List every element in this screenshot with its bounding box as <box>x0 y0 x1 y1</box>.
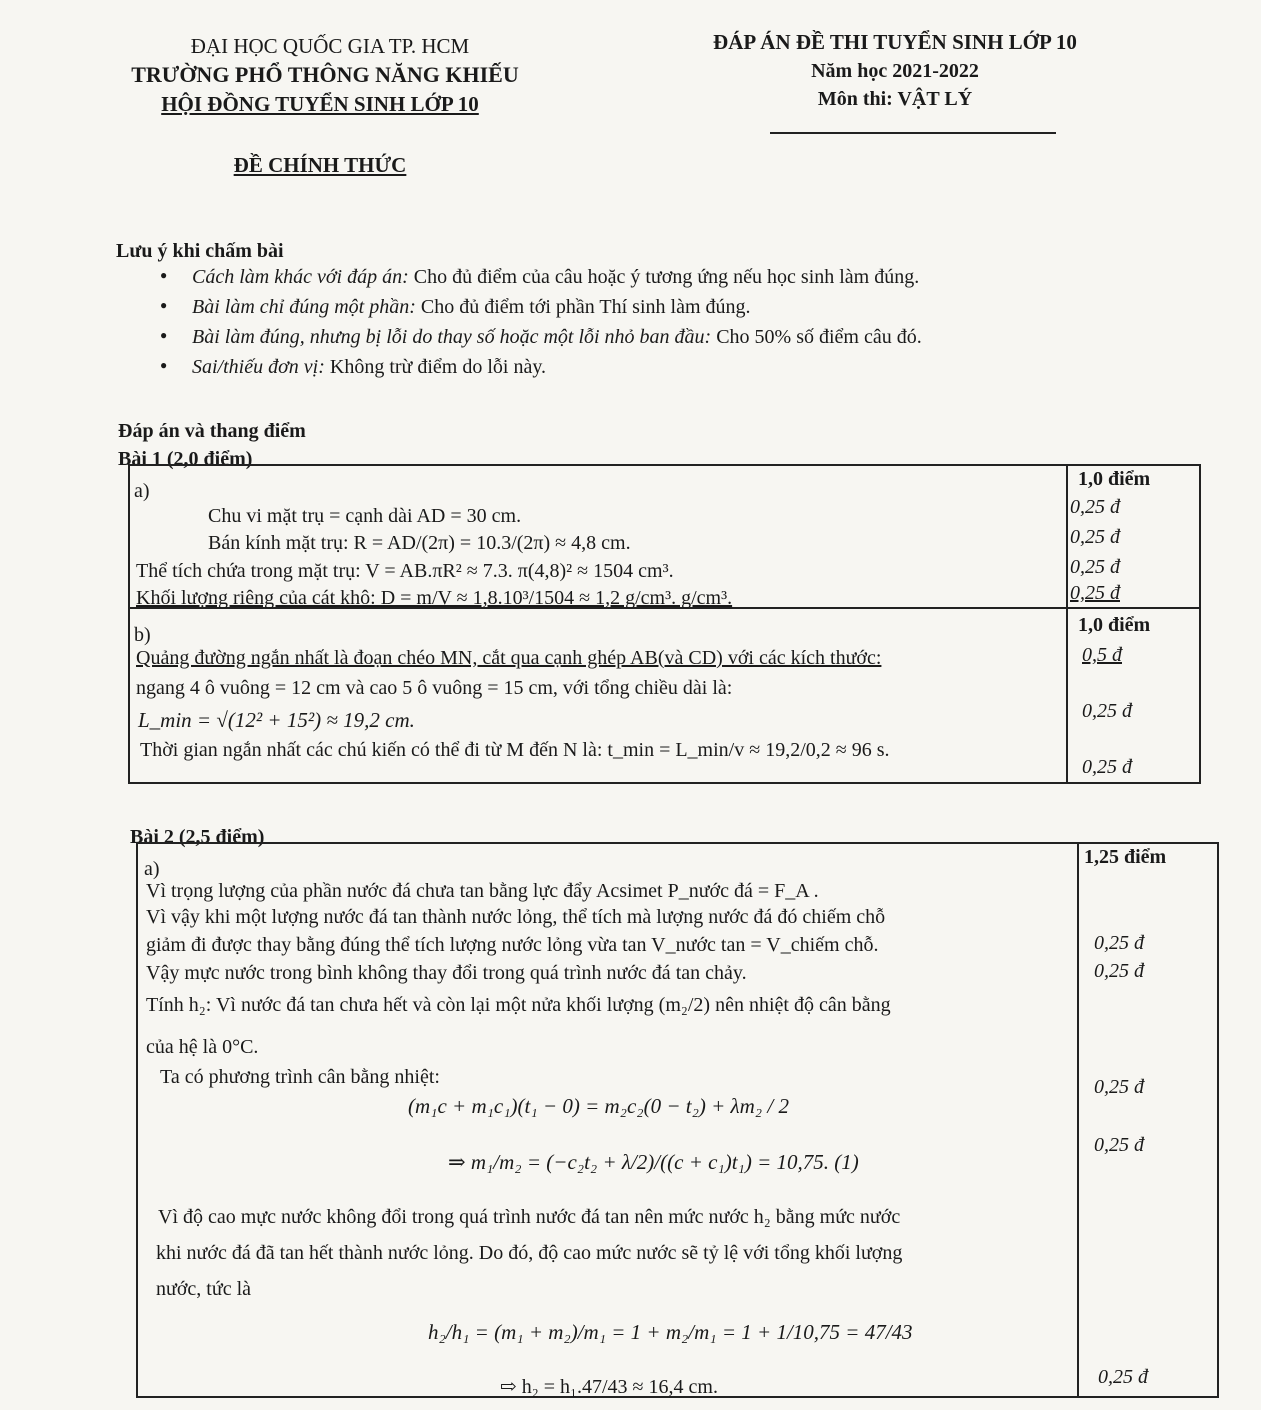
bai2-line: Vì vậy khi một lượng nước đá tan thành nước lỏng, thể tích mà lượng nước đá đó chiếm chỗ <box>146 906 886 928</box>
official-label: ĐỀ CHÍNH THỨC <box>233 153 407 177</box>
school-name: TRƯỜNG PHỔ THÔNG NĂNG KHIẾU <box>131 62 519 87</box>
note-item: ● Bài làm chỉ đúng một phần: Cho đủ điểm tới phần Thí sinh làm đúng. <box>192 296 922 326</box>
bai2-score: 0,25 đ <box>1094 960 1144 982</box>
doc-title: ĐÁP ÁN ĐỀ THI TUYỂN SINH LỚP 10 <box>713 30 1077 54</box>
bai2-line: Vì trọng lượng của phần nước đá chưa tan bằng lực đẩy Acsimet P_nước đá = F_A . <box>146 880 819 902</box>
bai2-line: giảm đi được thay bằng đúng thể tích lượng nước lỏng vừa tan V_nước tan = V_chiếm chỗ. <box>146 934 879 956</box>
subject: Môn thi: VẬT LÝ <box>817 88 973 110</box>
bai1-b-score: 0,25 đ <box>1082 756 1132 778</box>
note-item: ● Sai/thiếu đơn vị: Không trừ điểm do lỗi này. <box>192 356 922 386</box>
bai1-b-line: Quảng đường ngắn nhất là đoạn chéo MN, cắt qua cạnh ghép AB(và CD) với các kích thước: <box>136 647 882 669</box>
bai1-a-score: 0,25 đ <box>1070 526 1120 548</box>
bai2-score: 0,25 đ <box>1094 1076 1144 1098</box>
bai1-col-divider <box>1066 464 1068 784</box>
university-name: ĐẠI HỌC QUỐC GIA TP. HCM <box>190 34 470 58</box>
bai2-line: Vì độ cao mực nước không đổi trong quá trình nước đá tan nên mức nước h₂ bằng mức nước <box>158 1206 901 1228</box>
notes-title: Lưu ý khi chấm bài <box>116 240 284 262</box>
bai1-a-line: Thể tích chứa trong mặt trụ: V = AB.πR² ≈ 7.3. π(4,8)² ≈ 1504 cm³. <box>136 560 674 582</box>
bai1-b-label: b) <box>134 624 151 646</box>
note-item: ● Cách làm khác với đáp án: Cho đủ điểm của câu hoặc ý tương ứng nếu học sinh làm đúng. <box>192 266 922 296</box>
note-item: ● Bài làm đúng, nhưng bị lỗi do thay số hoặc một lỗi nhỏ ban đầu: Cho 50% số điểm câu đó. <box>192 326 922 356</box>
school-year: Năm học 2021-2022 <box>811 60 979 82</box>
bai1-a-line: Chu vi mặt trụ = cạnh dài AD = 30 cm. <box>208 505 522 527</box>
bai1-a-line: Bán kính mặt trụ: R = AD/(2π) = 10.3/(2π) ≈ 4,8 cm. <box>208 532 631 554</box>
bai2-equation: ⇒ m₁/m₂ = (−c₂t₂ + λ/2)/((c + c₁)t₁) = 10,75. (1) <box>448 1150 859 1174</box>
bai1-a-score: 0,25 đ <box>1070 496 1120 518</box>
bai1-title: Bài 1 (2,0 điểm) <box>118 448 253 470</box>
bai1-a-score: 0,25 đ <box>1070 582 1120 604</box>
bai1-b-line: Thời gian ngắn nhất các chú kiến có thể đi từ M đến N là: t_min = L_min/v ≈ 19,2/0,2 ≈ 96 s. <box>140 739 890 761</box>
bai2-a-label: a) <box>144 858 160 880</box>
notes-list <box>192 266 922 386</box>
answers-title: Đáp án và thang điểm <box>118 420 306 442</box>
council-name: HỘI ĐỒNG TUYỂN SINH LỚP 10 <box>161 92 479 116</box>
bai1-b-formula: L_min = √(12² + 15²) ≈ 19,2 cm. <box>138 708 415 732</box>
bai2-line: nước, tức là <box>156 1278 251 1300</box>
bai2-result: ⇨ h₂ = h₁.47/43 ≈ 16,4 cm. <box>500 1376 718 1398</box>
bai2-title: Bài 2 (2,5 điểm) <box>130 826 265 848</box>
bai1-a-label: a) <box>134 480 150 502</box>
bai1-b-points: 1,0 điểm <box>1078 614 1151 636</box>
bai1-b-score: 0,25 đ <box>1082 700 1132 722</box>
bai2-score: 0,25 đ <box>1094 932 1144 954</box>
bai1-b-line: ngang 4 ô vuông = 12 cm và cao 5 ô vuông = 15 cm, với tổng chiều dài là: <box>136 677 733 699</box>
bai1-b-score: 0,5 đ <box>1082 644 1122 666</box>
bai2-line: Tính h₂: Vì nước đá tan chưa hết và còn lại một nửa khối lượng (m₂/2) nên nhiệt độ cân bằng <box>146 994 891 1016</box>
bai1-a-points: 1,0 điểm <box>1078 468 1151 490</box>
bai2-equation: h₂/h₁ = (m₁ + m₂)/m₁ = 1 + m₂/m₁ = 1 + 1/10,75 = 47/43 <box>428 1320 913 1344</box>
bai1-a-score: 0,25 đ <box>1070 556 1120 578</box>
bai2-line: khi nước đá đã tan hết thành nước lỏng. Do đó, độ cao mức nước sẽ tỷ lệ với tổng khối lượng <box>156 1242 903 1264</box>
bai2-score: 0,25 đ <box>1098 1366 1148 1388</box>
bai2-line: của hệ là 0°C. <box>146 1036 259 1058</box>
bai2-col-divider <box>1077 842 1079 1398</box>
header-divider <box>770 132 1056 134</box>
bai2-line: Vậy mực nước trong bình không thay đổi trong quá trình nước đá tan chảy. <box>146 962 747 984</box>
bai1-a-line: Khối lượng riêng của cát khô: D = m/V ≈ 1,8.10³/1504 ≈ 1,2 g/cm³. g/cm³. <box>136 587 733 609</box>
bai2-a-points: 1,25 điểm <box>1084 846 1167 868</box>
bai2-line: Ta có phương trình cân bằng nhiệt: <box>160 1066 440 1088</box>
bai2-score: 0,25 đ <box>1094 1134 1144 1156</box>
bai2-equation: (m₁c + m₁c₁)(t₁ − 0) = m₂c₂(0 − t₂) + λm₂ / 2 <box>408 1094 789 1118</box>
